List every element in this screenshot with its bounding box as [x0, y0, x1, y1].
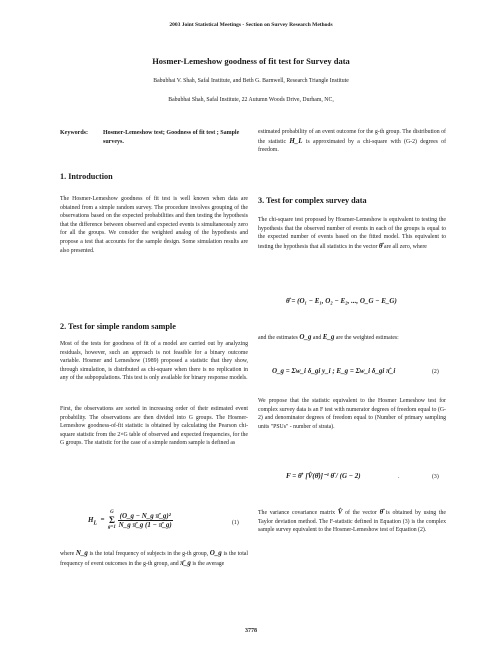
equation-1-fraction [118, 512, 173, 529]
equation-3-tail: . [398, 474, 400, 480]
keywords [60, 129, 248, 147]
section-3-paragraph-1: The chi-square test proposed by Hosmer-Lemeshow is equivalent to testing the hypothesis that the observed number of events in each of the groups is equal to the expected number of events based on the fitted model. This equivalent to testing the hypothesis that all statistics in the vector θ̂ are all zero, where [258, 217, 446, 250]
equation-2-number: (2) [432, 369, 439, 375]
keywords-text: Hosmer-Lemeshow test; Goodness of fit test ; Sample surveys. [103, 130, 240, 145]
equation-3: F = θ̂′ [V̂(θ̂)]⁻¹ θ̂ / (G − 2) [286, 472, 361, 480]
keywords-label: Keywords: [60, 130, 88, 136]
hl-symbol: $H_L$ [88, 515, 98, 526]
summation: G Σ g=1 [108, 510, 116, 530]
og-symbol-2: O_g [299, 333, 312, 341]
equation-1-denominator: N_g π̄_g (1 − π̄_g) [118, 520, 172, 529]
theta-symbol: θ̂ [378, 241, 383, 250]
section-1-heading: 1. Introduction [60, 172, 113, 181]
pibar-symbol: π̄_g [180, 558, 191, 567]
section-3-paragraph-2: and the estimates O_g and E_g are the weighted estimates: [258, 333, 399, 341]
equation-2: O_g = Σw_i δ_gi y_i ; E_g = Σw_i δ_gi π̂_i [272, 367, 396, 375]
section-3-paragraph-3: We propose that the statistic equivalent to the Hosmer Lemeshow test for complex survey data is an F test with numerator degrees of freedom equal to (G-2) and denominator degrees of freedom equal to (Number of primary sampling units "PSUs" - number of strata). [258, 398, 446, 430]
section-2-paragraph-3: where N_g is the total frequency of subjects in the g-th group, O_g is the total frequency of event outcomes in the g-th group, and π̄_g is the average [60, 549, 248, 567]
theta-symbol-2: θ̂ [379, 508, 384, 516]
hl-symbol-inline: H_L [289, 136, 303, 145]
section-2-paragraph-2: First, the observations are sorted in increasing order of their estimated event probability. The observations are then divided into G groups. The Hosmer-Lemeshow goodness-of-fit statistic is obtained by calculating the Pearson chi-square statistic from the 2×G table of observed and expected frequencies, for the G groups. The statistic for the case of a simple random sample is defined as [60, 406, 248, 447]
right-paragraph-0: estimated probability of an event outcome for the g-th group. The distribution of the statistic H_L is approximated by a chi-square with (G-2) degrees of freedom. [258, 129, 447, 154]
section-2-paragraph-1: Most of the tests for goodness of fit of a model are carried out by analyzing residuals, however, such an approach is not feasible for a binary outcome variable. Hosmer and Lemeshow (1989) proposed a statistic that they show, through simulation, is distributed as chi-square when there is no replication in any of the subpopulations. This test is only available for binary response models. [60, 341, 248, 382]
v-symbol: V̂ [337, 508, 343, 516]
equation-3-number: (3) [432, 474, 439, 480]
og-symbol: O_g [209, 549, 222, 557]
page-number: 3778 [245, 628, 257, 634]
section-3-heading: 3. Test for complex survey data [258, 196, 367, 205]
equation-1-number: (1) [232, 520, 239, 526]
equation-1: $H_L$ = G Σ g=1 $\frac{\text{(O\_g − N\_g π̄\_g)²}}{\text{N\_g π̄\_g (1 − π̄\_g)}}$ [88, 510, 172, 530]
eg-symbol: E_g [322, 333, 335, 341]
section-3-paragraph-4: The variance covariance matrix V̂ of the vector θ̂ is obtained by using the Taylor deviation method. The F-statistic defined in Equation (3) is the complex sample survey equivalent to the Hosmer-Lemeshow test of Equation (2). [258, 508, 446, 534]
theta-vector-equation: θ̂ = (O₁ − E₁, O₂ − E₂, ..., O_G − E_G) [286, 297, 397, 305]
address-line: Babubhai Shah, Safal Institute, 22 Autumn Woods Drive, Durham, NC, [168, 97, 334, 103]
ng-symbol: N_g [75, 549, 88, 557]
equation-1-numerator: (O_g − N_g π̄_g)² [119, 511, 171, 520]
author-line: Babubhai V. Shah, Safal Institute, and Beth G. Barnwell, Research Triangle Institute [153, 78, 349, 84]
section-2-heading: 2. Test for simple random sample [60, 322, 176, 331]
paper-title: Hosmer-Lemeshow goodness of fit test for Survey data [152, 56, 350, 66]
running-header: 2003 Joint Statistical Meetings - Section on Survey Research Methods [169, 22, 333, 28]
section-1-paragraph: The Hosmer-Lemeshow goodness of fit test is well known when data are obtained from a simple random survey. The procedure involves grouping of the observations based on the expected probabilities and then testing the hypothesis that the difference between observed and expected events is simultaneously zero for all the groups. We consider the weighted analog of the hypothesis and propose a test that accounts for the sample design. Some simulation results are also presented. [60, 196, 248, 254]
